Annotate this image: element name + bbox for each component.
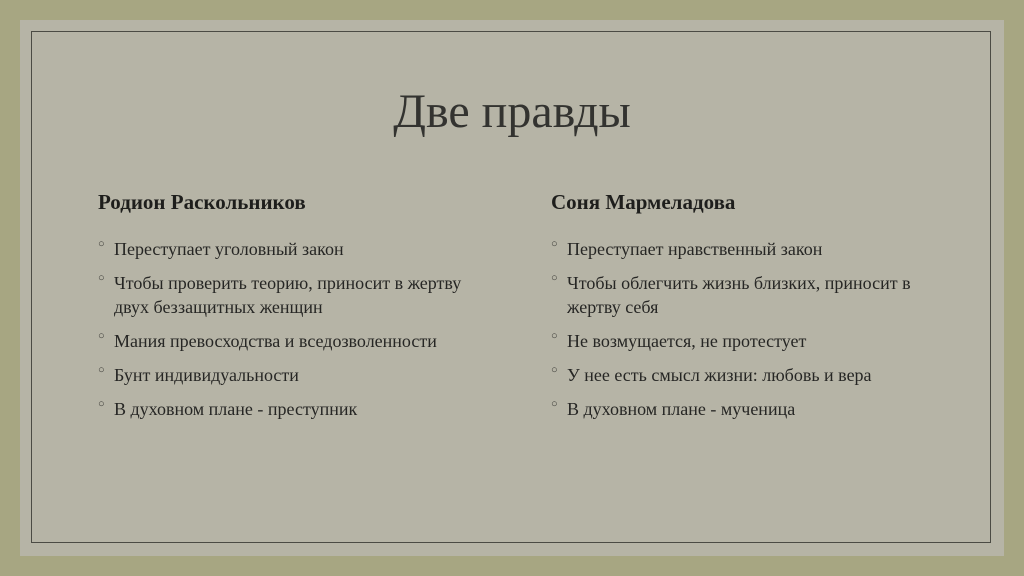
list-item: [551, 329, 951, 353]
list-item-text: У нее есть смысл жизни: любовь и вера: [567, 365, 872, 385]
list-item: [98, 329, 498, 353]
list-item: [551, 397, 951, 421]
list-item: [551, 271, 951, 319]
left-column: [98, 190, 498, 431]
ring-bullet-icon: ○: [551, 364, 558, 376]
list-item: [98, 363, 498, 387]
ring-bullet-icon: ○: [551, 398, 558, 410]
ring-bullet-icon: ○: [98, 272, 105, 284]
right-bullet-list: [551, 237, 951, 421]
list-item: [98, 237, 498, 261]
ring-bullet-icon: ○: [98, 398, 105, 410]
list-item: [98, 271, 498, 319]
ring-bullet-icon: ○: [98, 364, 105, 376]
list-item-text: В духовном плане - мученица: [567, 399, 796, 419]
list-item-text: Переступает уголовный закон: [114, 239, 344, 259]
list-item-text: Бунт индивидуальности: [114, 365, 299, 385]
ring-bullet-icon: ○: [551, 272, 558, 284]
left-column-heading: Родион Раскольников: [98, 190, 306, 214]
right-column-heading: Соня Мармеладова: [551, 190, 736, 214]
list-item-text: Переступает нравственный закон: [567, 239, 823, 259]
slide-panel: [20, 20, 1004, 556]
ring-bullet-icon: ○: [551, 238, 558, 250]
list-item: [551, 363, 951, 387]
list-item: [551, 237, 951, 261]
list-item-text: Чтобы облегчить жизнь близких, приносит в жертву себя: [567, 273, 911, 317]
list-item-text: В духовном плане - преступник: [114, 399, 358, 419]
list-item-text: Мания превосходства и вседозволенности: [114, 331, 437, 351]
right-column: [551, 190, 951, 431]
left-bullet-list: [98, 237, 498, 421]
list-item-text: Чтобы проверить теорию, приносит в жертву двух беззащитных женщин: [114, 273, 462, 317]
ring-bullet-icon: ○: [98, 238, 105, 250]
list-item: [98, 397, 498, 421]
list-item-text: Не возмущается, не протестует: [567, 331, 807, 351]
ring-bullet-icon: ○: [98, 330, 105, 342]
slide-title: Две правды: [393, 85, 631, 138]
ring-bullet-icon: ○: [551, 330, 558, 342]
